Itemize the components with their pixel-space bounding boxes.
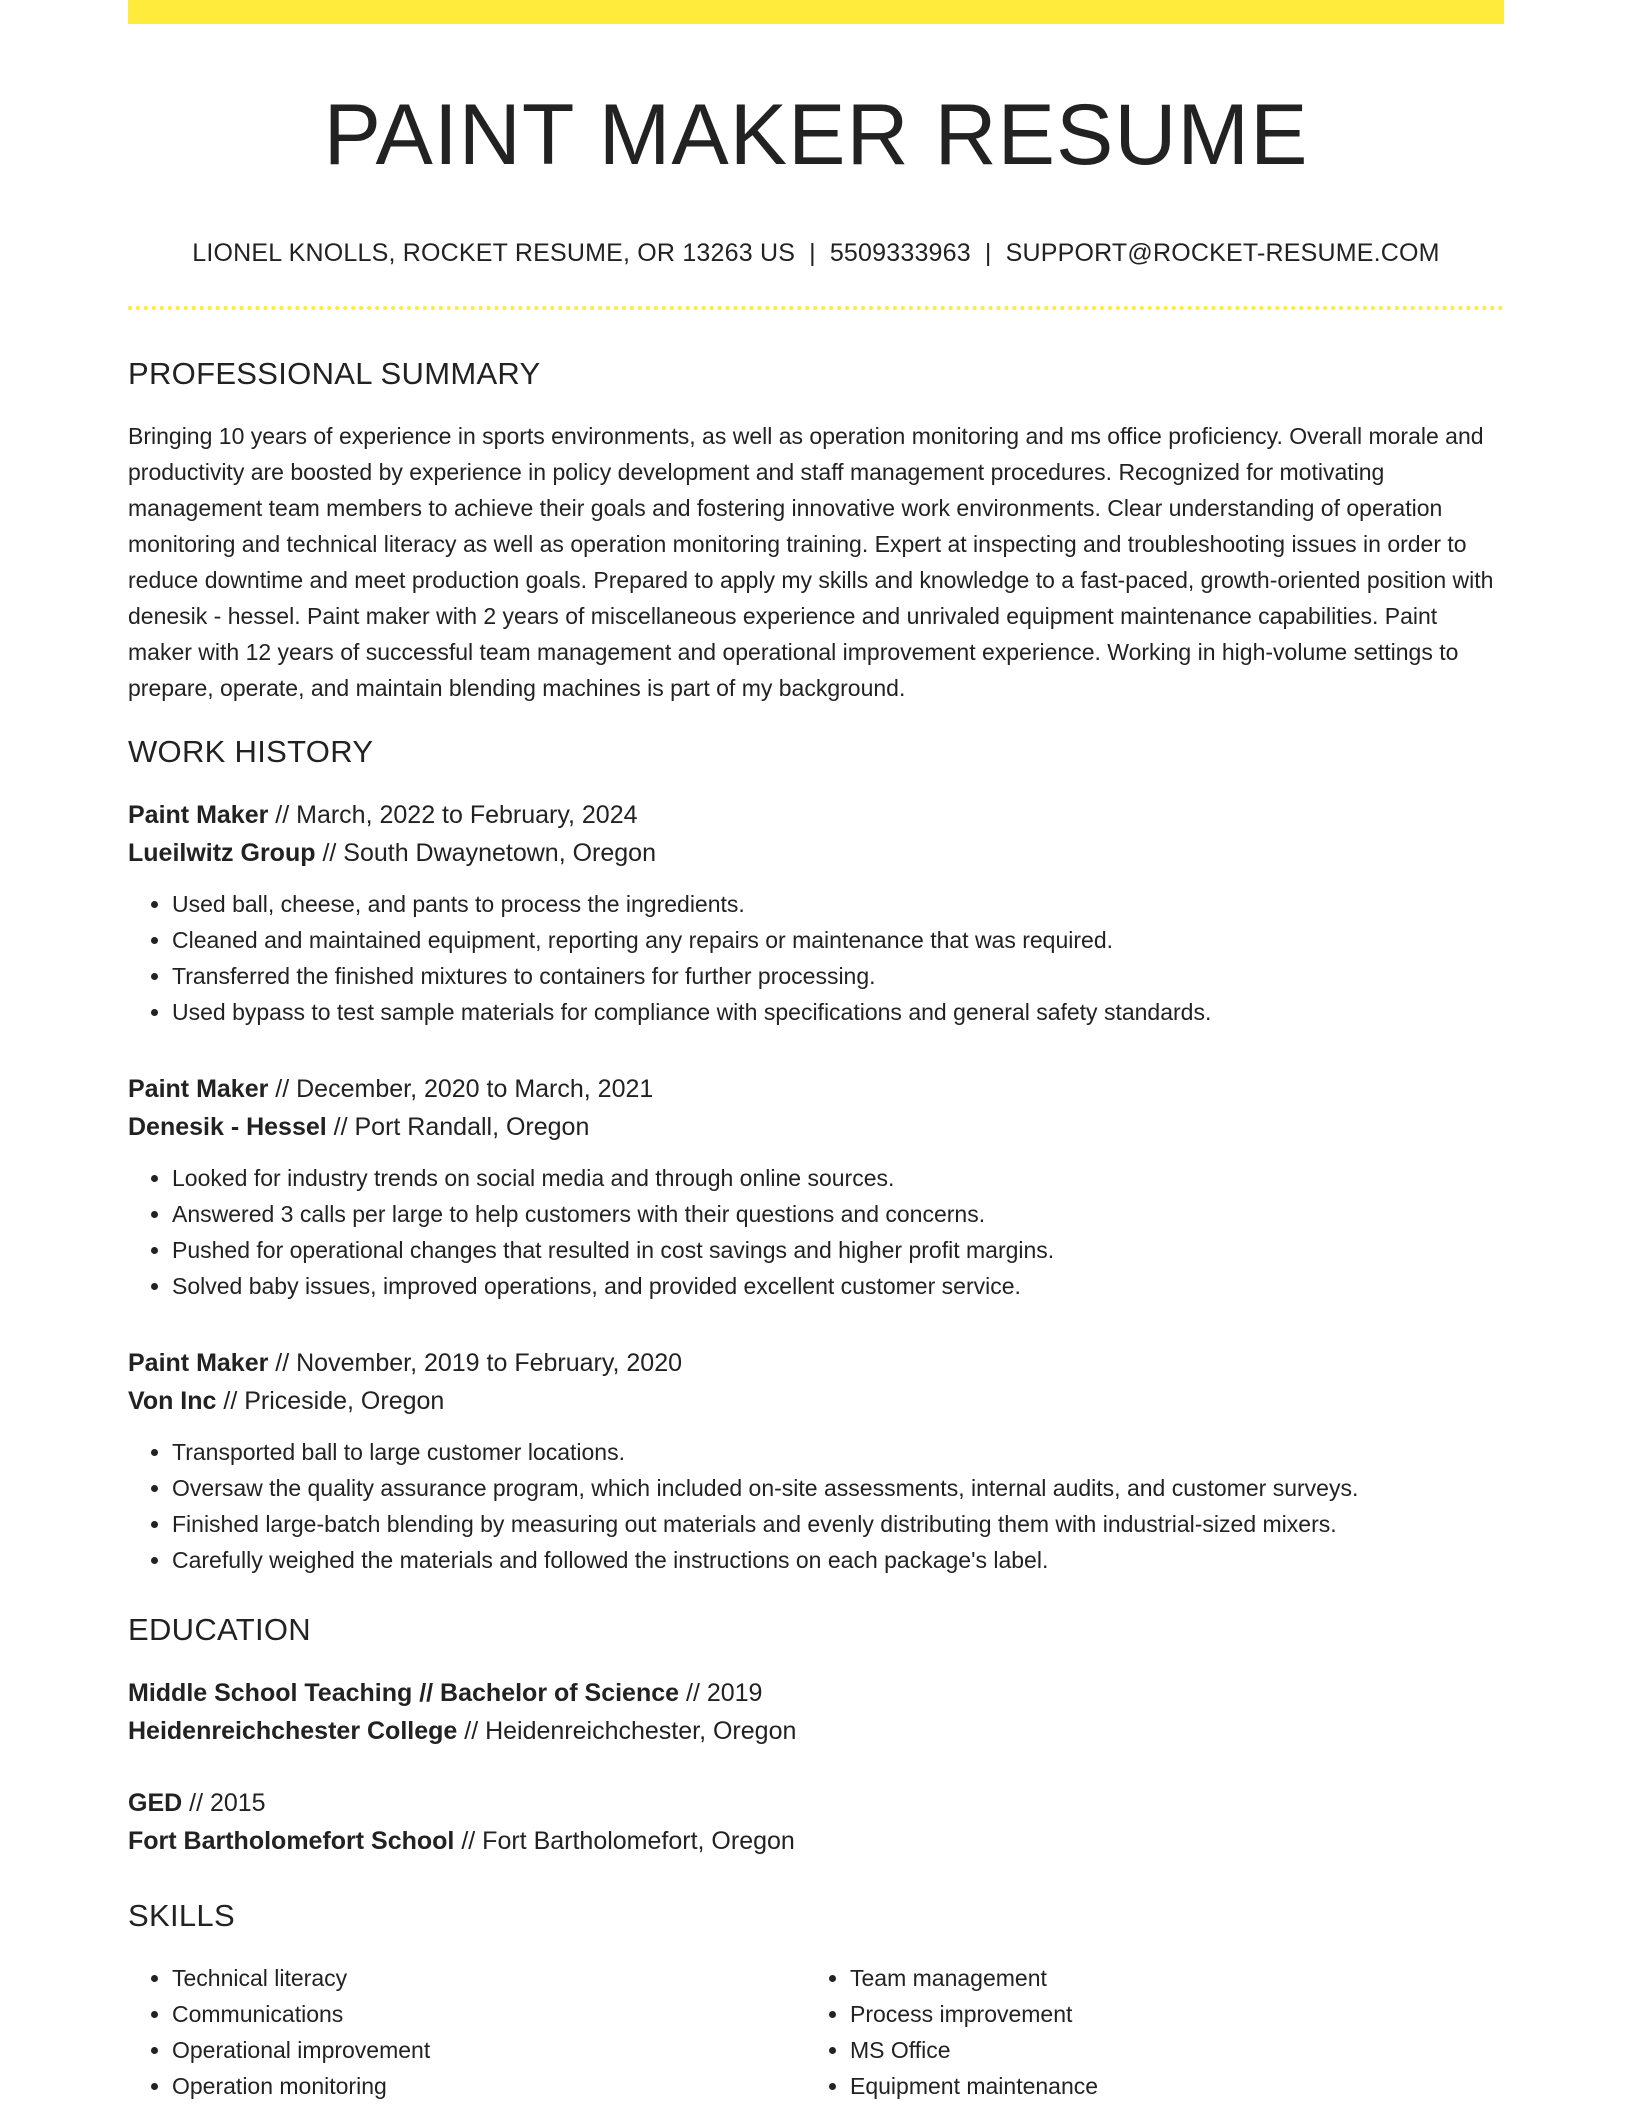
job-bullet: • Finished large-batch blending by measuring out materials and evenly distributing them with industrial-sized mixers.: [172, 1506, 1504, 1542]
job-dates: // November, 2019 to February, 2020: [268, 1348, 683, 1377]
job-company-line: [128, 1108, 1504, 1146]
job-company: Lueilwitz Group: [128, 838, 316, 867]
education-entry: [128, 1784, 1504, 1860]
education-degree: GED: [128, 1788, 183, 1817]
skill-item: • Communications: [172, 1996, 806, 2032]
education-year: // 2019: [679, 1678, 763, 1707]
contact-phone: 5509333963: [829, 238, 971, 267]
education-heading: EDUCATION: [128, 1611, 311, 1647]
skills-grid: [128, 1960, 1504, 2104]
job-bullet: • Used bypass to test sample materials for compliance with specifications and general safety standards.: [172, 994, 1504, 1030]
skill-item: • Technical literacy: [172, 1960, 806, 1996]
summary-text: Bringing 10 years of experience in sports environments, as well as operation monitoring and ms office proficiency. Overall morale and productivity are boosted by experience in policy development and staff management procedures. Recognized for motivating management team members to achieve their goals and fostering innovative work environments. Clear understanding of operation monitoring and technical literacy as well as operation monitoring training. Expert at inspecting and troubleshooting issues in order to reduce downtime and meet production goals. Prepared to apply my skills and knowledge to a fast-paced, growth-oriented position with denesik - hessel. Paint maker with 2 years of miscellaneous experience and unrivaled equipment maintenance capabilities. Paint maker with 12 years of successful team management and operational improvement experience. Working in high-volume settings to prepare, operate, and maintain blending machines is part of my background.: [128, 422, 1494, 701]
skills-heading: SKILLS: [128, 1897, 235, 1933]
skill-item: • Equipment maintenance: [850, 2068, 1484, 2104]
job-bullet: • Answered 3 calls per large to help customers with their questions and concerns.: [172, 1196, 1504, 1232]
job-bullets: [128, 1434, 1504, 1578]
job-title: Paint Maker: [128, 800, 269, 829]
skills-column-left: [128, 1960, 806, 2104]
job-bullet: • Looked for industry trends on social media and through online sources.: [172, 1160, 1504, 1196]
skill-item: • Team management: [850, 1960, 1484, 1996]
job-bullet: • Cleaned and maintained equipment, reporting any repairs or maintenance that was required.: [172, 922, 1504, 958]
job-title-line: [128, 796, 1504, 834]
education-degree-line: [128, 1674, 1504, 1712]
job-dates: // March, 2022 to February, 2024: [268, 800, 638, 829]
education-location: // Heidenreichchester, Oregon: [457, 1716, 797, 1745]
job-dates: // December, 2020 to March, 2021: [268, 1074, 654, 1103]
skill-item: • Process improvement: [850, 1996, 1484, 2032]
resume-title: PAINT MAKER RESUME: [323, 87, 1309, 183]
job-bullet: • Transferred the finished mixtures to containers for further processing.: [172, 958, 1504, 994]
job-location: // Priceside, Oregon: [216, 1386, 445, 1415]
skill-item: • Operation monitoring: [172, 2068, 806, 2104]
contact-address: LIONEL KNOLLS, ROCKET RESUME, OR 13263 US: [192, 238, 796, 267]
job-entry: [128, 1344, 1504, 1578]
job-company: Denesik - Hessel: [128, 1112, 327, 1141]
job-company-line: [128, 1382, 1504, 1420]
job-location: // Port Randall, Oregon: [326, 1112, 590, 1141]
education-school-line: [128, 1712, 1504, 1750]
contact-email: SUPPORT@ROCKET-RESUME.COM: [1005, 238, 1440, 267]
job-bullet: • Transported ball to large customer locations.: [172, 1434, 1504, 1470]
education-school: Fort Bartholomefort School: [128, 1826, 455, 1855]
work-history-list: [128, 796, 1504, 1578]
job-bullet: • Pushed for operational changes that resulted in cost savings and higher profit margins.: [172, 1232, 1504, 1268]
education-school: Heidenreichchester College: [128, 1716, 458, 1745]
education-year: // 2015: [182, 1788, 266, 1817]
job-bullet: • Carefully weighed the materials and followed the instructions on each package's label.: [172, 1542, 1504, 1578]
job-bullet: • Solved baby issues, improved operations, and provided excellent customer service.: [172, 1268, 1504, 1304]
contact-separator: |: [809, 238, 816, 267]
skills-column-right: [806, 1960, 1484, 2104]
job-title: Paint Maker: [128, 1074, 269, 1103]
contact-separator: |: [984, 238, 992, 267]
accent-top-bar: [128, 0, 1504, 24]
job-company-line: [128, 834, 1504, 872]
job-bullet: • Oversaw the quality assurance program, which included on-site assessments, internal audits, and customer surveys.: [172, 1470, 1504, 1506]
skill-item: • MS Office: [850, 2032, 1484, 2068]
dotted-divider: [128, 306, 1504, 310]
work-history-heading: WORK HISTORY: [128, 733, 374, 769]
job-title-line: [128, 1070, 1504, 1108]
job-bullet: • Used ball, cheese, and pants to process the ingredients.: [172, 886, 1504, 922]
education-location: // Fort Bartholomefort, Oregon: [454, 1826, 795, 1855]
education-degree-line: [128, 1784, 1504, 1822]
job-company: Von Inc: [128, 1386, 217, 1415]
job-bullets: [128, 886, 1504, 1030]
resume-page: [128, 0, 1504, 2112]
job-title-line: [128, 1344, 1504, 1382]
education-school-line: [128, 1822, 1504, 1860]
job-location: // South Dwaynetown, Oregon: [315, 838, 656, 867]
job-entry: [128, 1070, 1504, 1304]
education-entry: [128, 1674, 1504, 1750]
summary-heading: PROFESSIONAL SUMMARY: [128, 355, 541, 391]
education-degree: Middle School Teaching // Bachelor of Science: [128, 1678, 680, 1707]
education-list: [128, 1674, 1504, 1860]
job-title: Paint Maker: [128, 1348, 269, 1377]
contact-line: [128, 239, 1504, 268]
job-entry: [128, 796, 1504, 1030]
skill-item: • Operational improvement: [172, 2032, 806, 2068]
job-bullets: [128, 1160, 1504, 1304]
